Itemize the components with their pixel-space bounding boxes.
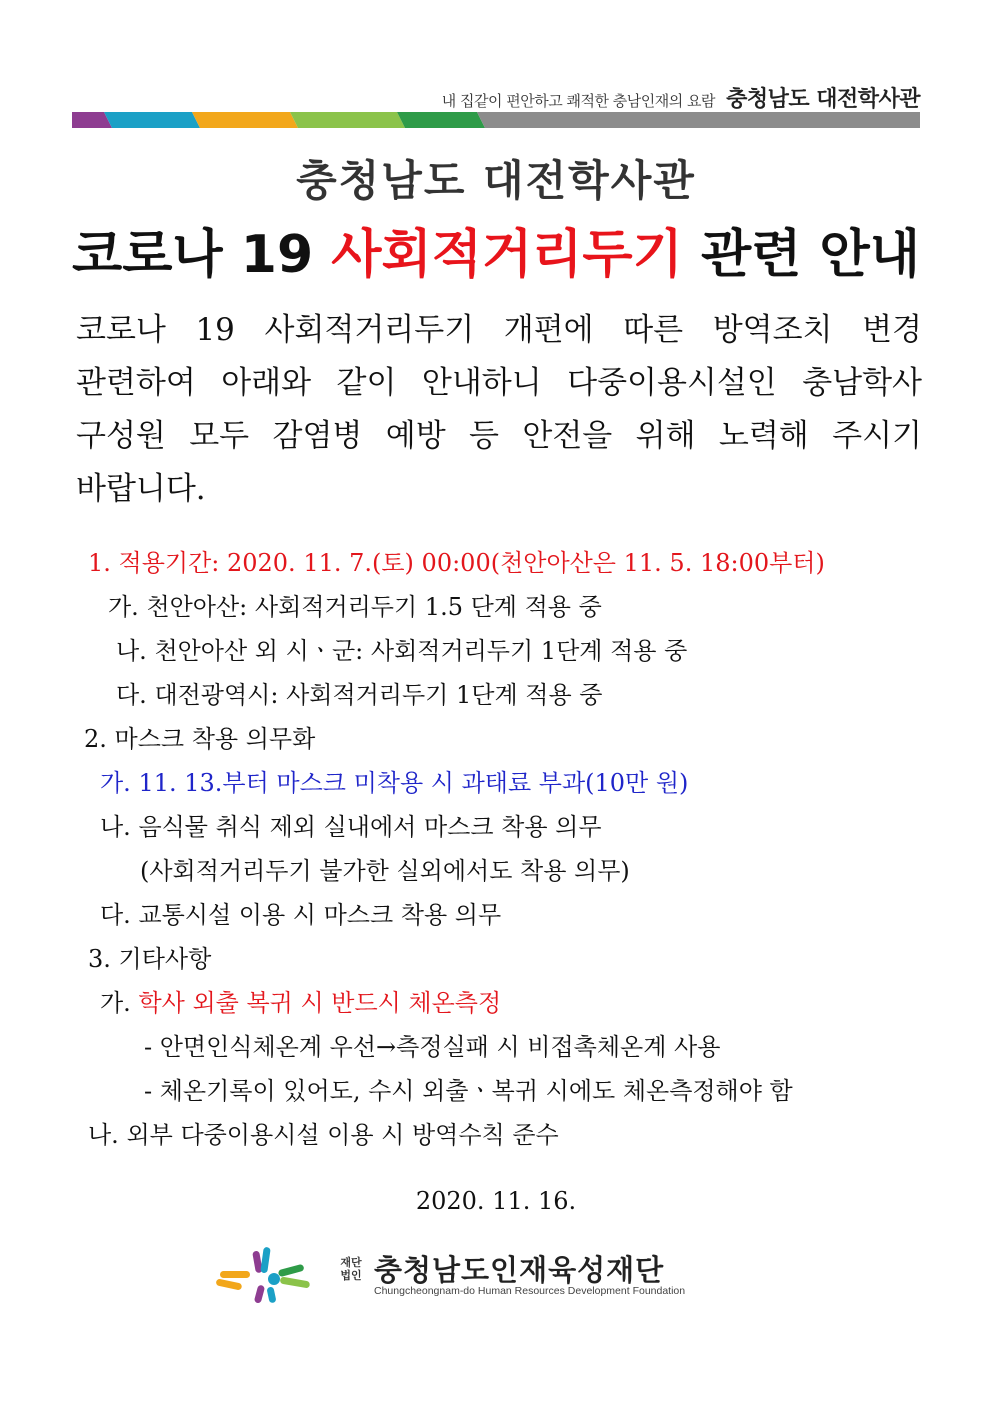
item-period-a: 가. 천안아산: 사회적거리두기 1.5 단계 적용 중 bbox=[108, 593, 602, 621]
title-suffix: 관련 안내 bbox=[682, 225, 921, 285]
item-etc-b: 나. 외부 다중이용시설 이용 시 방역수칙 준수 bbox=[88, 1121, 559, 1149]
intro-line: 코로나 19 사회적거리두기 개편에 따른 방역조치 변경 bbox=[76, 312, 922, 348]
title-highlight: 사회적거리두기 bbox=[331, 225, 683, 285]
item-mask-a: 가. 11. 13.부터 마스크 미착용 시 과태료 부과(10만 원) bbox=[100, 769, 689, 797]
foundation-legal-label bbox=[337, 1256, 365, 1282]
item-etc-a bbox=[100, 988, 501, 1018]
legal-top: 재단 bbox=[340, 1256, 362, 1269]
item-period: 1. 적용기간: 2020. 11. 7.(토) 00:00(천안아산은 11. 5. 18:00부터) bbox=[88, 549, 825, 577]
title-org: 충청남도 대전학사관 bbox=[296, 156, 696, 205]
item-etc-a-note1: - 안면인식체온계 우선→측정실패 시 비접촉체온계 사용 bbox=[144, 1033, 721, 1061]
legal-bottom: 법인 bbox=[340, 1269, 362, 1282]
title-notice bbox=[0, 212, 992, 287]
notice-date: 2020. 11. 16. bbox=[415, 1187, 577, 1215]
foundation-logo-icon bbox=[212, 1245, 330, 1305]
intro-line: 바랍니다. bbox=[76, 471, 206, 507]
header-org-name: 충청남도 대전학사관 bbox=[726, 87, 920, 112]
item-mask-b-note: (사회적거리두기 불가한 실외에서도 착용 의무) bbox=[140, 857, 630, 885]
item-mask: 2. 마스크 착용 의무화 bbox=[84, 725, 316, 753]
item-etc-a-prefix: 가. bbox=[100, 989, 139, 1017]
item-period-c: 다. 대전광역시: 사회적거리두기 1단계 적용 중 bbox=[116, 681, 603, 709]
title-prefix: 코로나 19 bbox=[71, 225, 332, 285]
item-mask-b: 나. 음식물 취식 제외 실내에서 마스크 착용 의무 bbox=[100, 813, 602, 841]
footer-logo bbox=[212, 1245, 792, 1305]
item-etc-a-note2: - 체온기록이 있어도, 수시 외출ㆍ복귀 시에도 체온측정해야 함 bbox=[144, 1077, 793, 1105]
intro-line: 구성원 모두 감염병 예방 등 안전을 위해 노력해 주시기 bbox=[76, 418, 922, 454]
item-period-b: 나. 천안아산 외 시ㆍ군: 사회적거리두기 1단계 적용 중 bbox=[116, 637, 688, 665]
foundation-name-english: Chungcheongnam-do Human Resources Development Foundation bbox=[374, 1285, 686, 1297]
item-mask-c: 다. 교통시설 이용 시 마스크 착용 의무 bbox=[100, 901, 502, 929]
header-slogan: 내 집같이 편안하고 쾌적한 충남인재의 요람 bbox=[441, 92, 715, 110]
intro-line: 관련하여 아래와 같이 안내하니 다중이용시설인 충남학사 bbox=[76, 365, 922, 401]
header-color-bar bbox=[72, 112, 920, 128]
item-etc-a-highlight: 학사 외출 복귀 시 반드시 체온측정 bbox=[138, 989, 502, 1017]
foundation-name: 충청남도인재육성재단 bbox=[374, 1253, 665, 1287]
intro-paragraph bbox=[76, 304, 922, 516]
header-tagline bbox=[442, 82, 920, 113]
item-etc: 3. 기타사항 bbox=[88, 945, 212, 973]
